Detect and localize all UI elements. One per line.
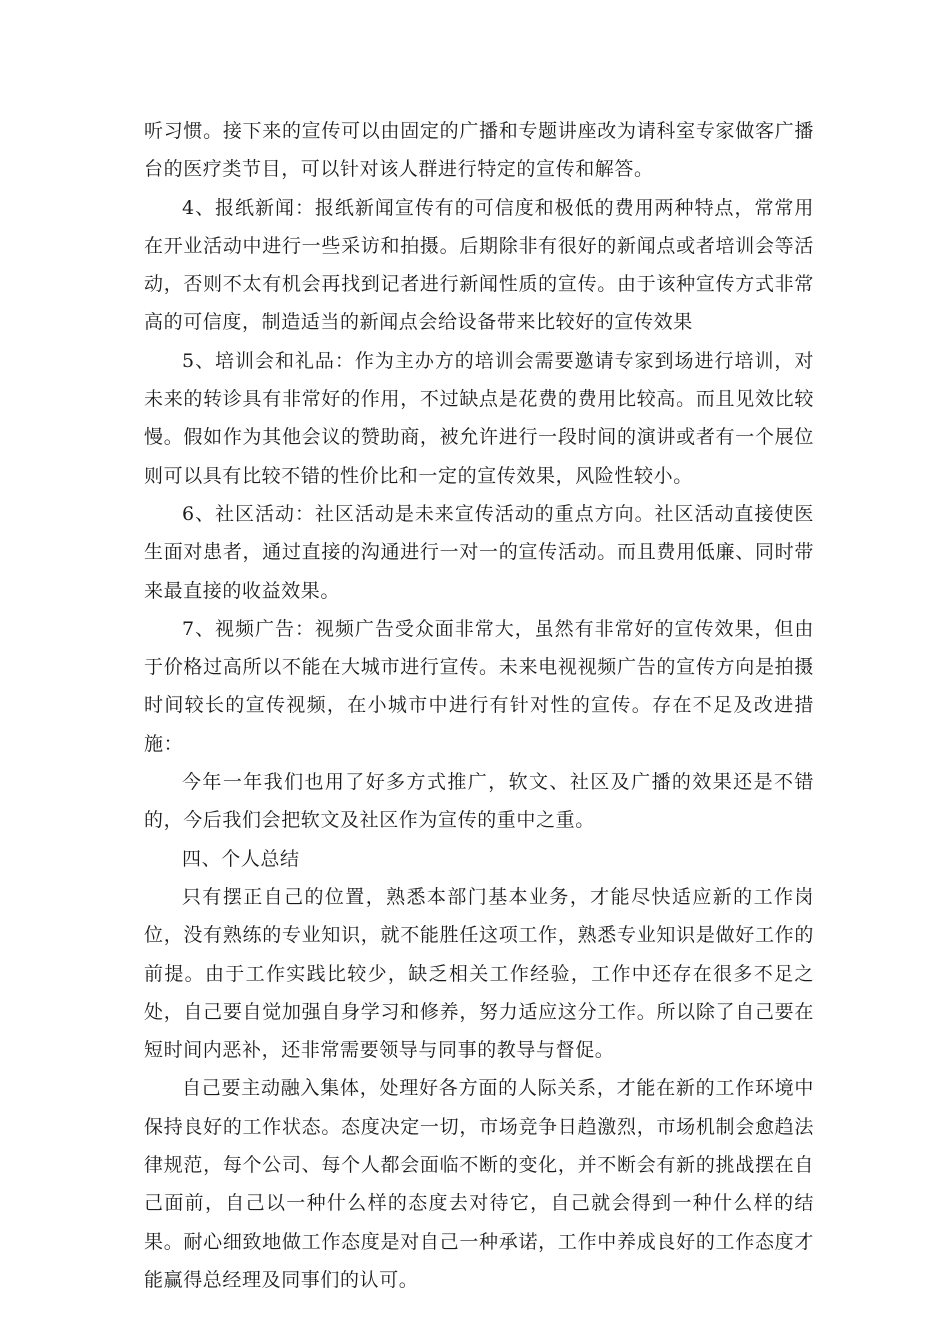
paragraph-radio-continuation: 听习惯。接下来的宣传可以由固定的广播和专题讲座改为请科室专家做客广播台的医疗类节目，可以针对该人群进行特定的宣传和解答。 — [144, 120, 814, 181]
paragraph-community: 6、社区活动：社区活动是未来宣传活动的重点方向。社区活动直接使医生面对患者，通过直接的沟通进行一对一的宣传活动。而且费用低廉、同时带来最直接的收益效果。 — [144, 502, 814, 602]
paragraph-promotion-summary: 今年一年我们也用了好多方式推广，软文、社区及广播的效果还是不错的，今后我们会把软文及社区作为宣传的重中之重。 — [144, 771, 814, 832]
paragraph-training-gifts: 5、培训会和礼品：作为主办方的培训会需要邀请专家到场进行培训，对未来的转诊具有非常好的作用，不过缺点是花费的费用比较高。而且见效比较慢。假如作为其他会议的赞助商，被允许进行一段时间的演讲或者有一个展位则可以具有比较不错的性价比和一定的宣传效果，风险性较小。 — [144, 349, 814, 487]
document-body — [144, 112, 814, 1299]
paragraph-attitude: 自己要主动融入集体，处理好各方面的人际关系，才能在新的工作环境中保持良好的工作状态。态度决定一切，市场竞争日趋激烈，市场机制会愈趋法律规范，每个公司、每个人都会面临不断的变化，并不断会有新的挑战摆在自己面前，自己以一种什么样的态度去对待它，自己就会得到一种什么样的结果。耐心细致地做工作态度是对自己一种承诺，工作中养成良好的工作态度才能赢得总经理及同事们的认可。 — [144, 1077, 814, 1291]
paragraph-video-ads: 7、视频广告：视频广告受众面非常大，虽然有非常好的宣传效果，但由于价格过高所以不能在大城市进行宣传。未来电视视频广告的宣传方向是拍摄时间较长的宣传视频，在小城市中进行有针对性的宣传。存在不足及改进措施： — [144, 617, 814, 755]
section-heading-personal-summary: 四、个人总结 — [182, 847, 300, 870]
paragraph-newspaper: 4、报纸新闻：报纸新闻宣传有的可信度和极低的费用两种特点，常常用在开业活动中进行一些采访和拍摄。后期除非有很好的新闻点或者培训会等活动，否则不太有机会再找到记者进行新闻性质的宣传。由于该种宣传方式非常高的可信度，制造适当的新闻点会给设备带来比较好的宣传效果 — [144, 196, 814, 334]
paragraph-position: 只有摆正自己的位置，熟悉本部门基本业务，才能尽快适应新的工作岗位，没有熟练的专业知识，就不能胜任这项工作，熟悉专业知识是做好工作的前提。由于工作实践比较少，缺乏相关工作经验，工作中还存在很多不足之处，自己要自觉加强自身学习和修养，努力适应这分工作。所以除了自己要在短时间内恶补，还非常需要领导与同事的教导与督促。 — [144, 885, 814, 1062]
